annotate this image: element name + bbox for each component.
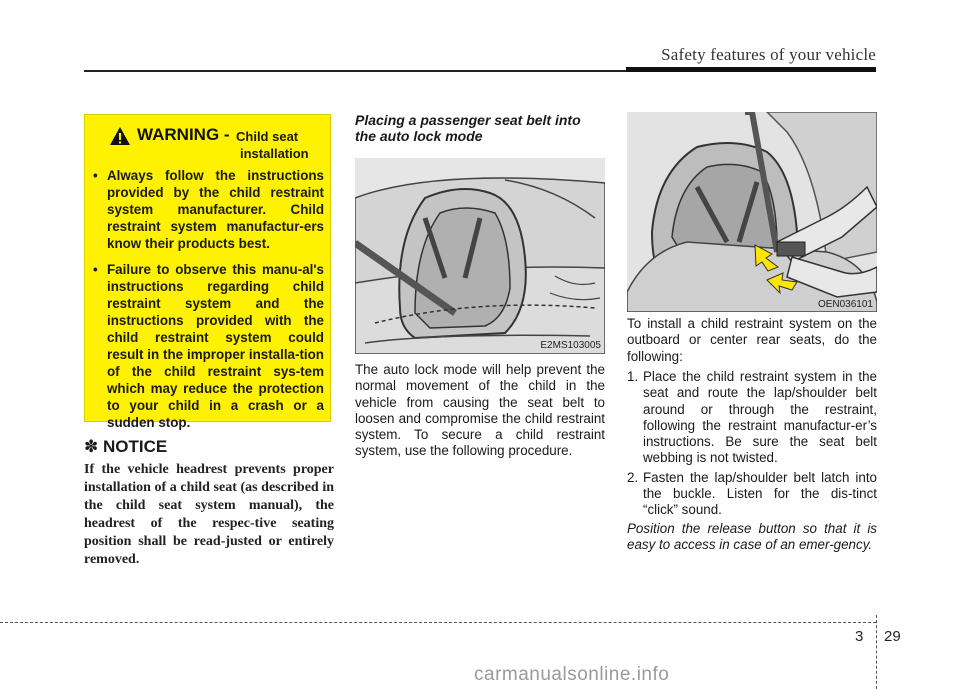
install-step: 2. Fasten the lap/shoulder belt latch into the buckle. Listen for the dis-tinct “click” sound. [627,469,877,518]
install-steps [627,369,877,522]
warning-triangle-icon [109,126,131,146]
watermark: carmanualsonline.info [474,664,670,685]
auto-lock-illustration [355,158,605,354]
notice-title: ✽ NOTICE [84,437,168,456]
section-heading: Placing a passenger seat belt into the auto lock mode [355,112,581,144]
warning-item: • Failure to observe this manu-al's instructions regarding child restraint system and the instructions provided with the child restraint system could result in the improper installa-tion of the child restraint sys-tem which may reduce the protection to your child in a crash or a sudden stop. [93,262,324,430]
section-body: The auto lock mode will help prevent the normal movement of the child in the vehicle from causing the seat belt to loosen and compromise the child restraint system. To secure a child restraint system, use the following procedure. [355,362,605,459]
warning-box [84,114,331,430]
bullet-icon: • [93,168,98,183]
warning-subtitle-continued: installation [240,146,309,161]
rear-seat-child-seat-illustration [355,158,605,354]
footer-divider [876,615,877,689]
child-seat-buckle-illustration [627,112,877,312]
release-button-note: Position the release button so that it is easy to access in case of an emer-gency. [627,521,877,553]
figure-code: OEN036101 [817,299,873,310]
warning-item: • Always follow the instructions provided by the child restraint system manufacturer. Child restraint system manufactur-ers know their products best. [93,168,324,251]
page-number: 29 [884,628,901,645]
install-step: 1. Place the child restraint system in the seat and route the lap/shoulder belt around or through the restraint, following the restraint manufactur-er’s instructions. Be sure the seat belt webbing is not twisted. [627,369,877,466]
header-rule-accent [626,67,876,72]
footer-rule [0,622,876,623]
running-header: Safety features of your vehicle [661,45,876,64]
install-intro: To install a child restraint system on the outboard or center rear seats, do the following: [627,316,877,364]
warning-subtitle: Child seat [236,129,299,144]
buckle-illustration [627,112,877,312]
warning-label: WARNING - [137,125,230,144]
warning-header [97,124,327,164]
notice-body: If the vehicle headrest prevents proper installation of a child seat (as described in the child seat system manual), the headrest of the respec-tive seating position shall be read-justed or entirely removed. [84,462,334,567]
warning-list [93,167,324,440]
figure-code: E2MS103005 [540,340,601,351]
bullet-icon: • [93,262,98,277]
chapter-number: 3 [855,628,864,645]
